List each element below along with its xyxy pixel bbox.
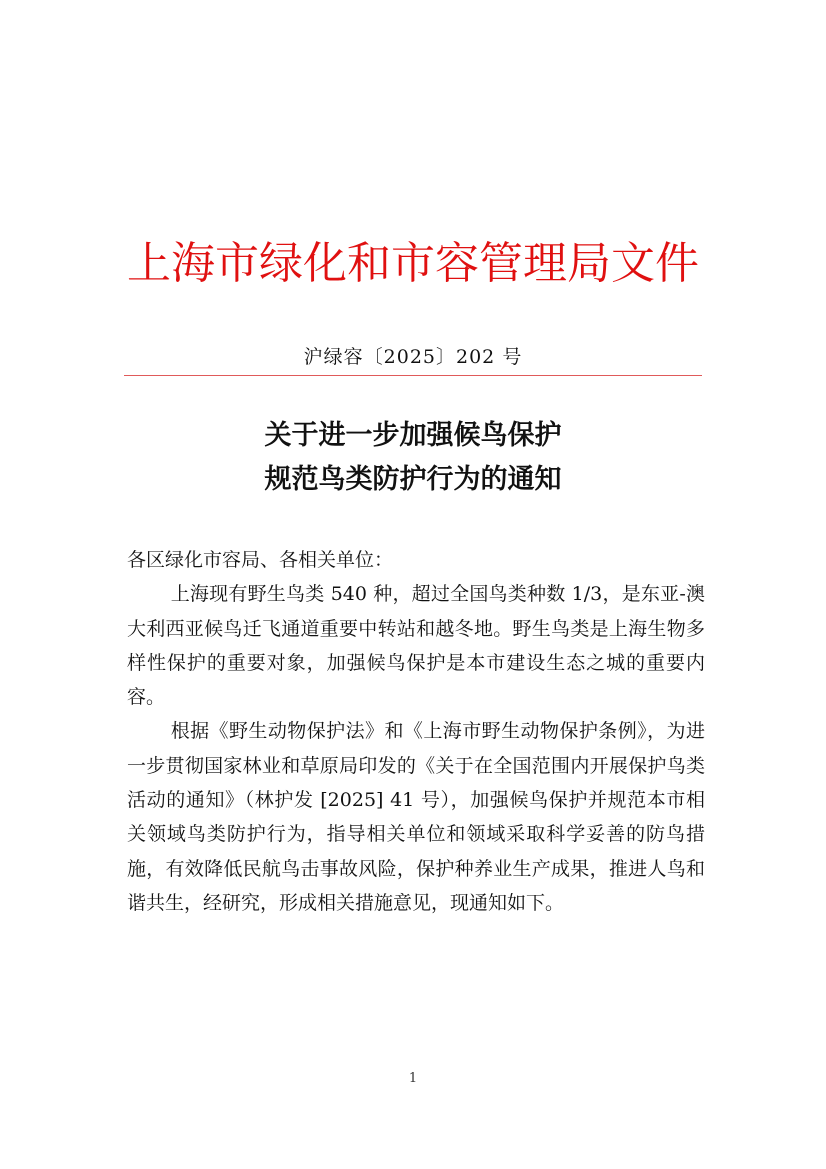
salutation: 各区绿化市容局、各相关单位： [127,549,394,571]
red-separator-line [124,375,702,376]
notice-title-line-2: 规范鸟类防护行为的通知 [264,464,562,495]
issuing-authority-header: 上海市绿化和市容管理局文件 [127,238,699,289]
notice-body [127,543,705,920]
notice-title [0,414,826,502]
notice-title-line-1: 关于进一步加强候鸟保护 [264,420,562,451]
page-number: 1 [408,1071,418,1086]
body-paragraph-2: 根据《野生动物保护法》和《上海市野生动物保护条例》，为进一步贯彻国家林业和草原局印发的《关于在全国范围内开展保护鸟类活动的通知》（林护发 [2025] 41 号），加强候鸟保护并规范本市相关领域鸟类防护行为，指导相关单位和领域采取科学妥善的防鸟措施，有效降低民航鸟击事故风险，保护种养业生产成果，推进人鸟和谐共生，经研究，形成相关措施意见，现通知如下。 [127,720,705,914]
body-paragraph-1: 上海现有野生鸟类 540 种，超过全国鸟类种数 1/3，是东亚-澳大利西亚候鸟迁飞通道重要中转站和越冬地。野生鸟类是上海生物多样性保护的重要对象，加强候鸟保护是本市建设生态之城的重要内容。 [127,583,705,709]
document-number: 沪绿容〔2025〕202 号 [303,346,523,368]
